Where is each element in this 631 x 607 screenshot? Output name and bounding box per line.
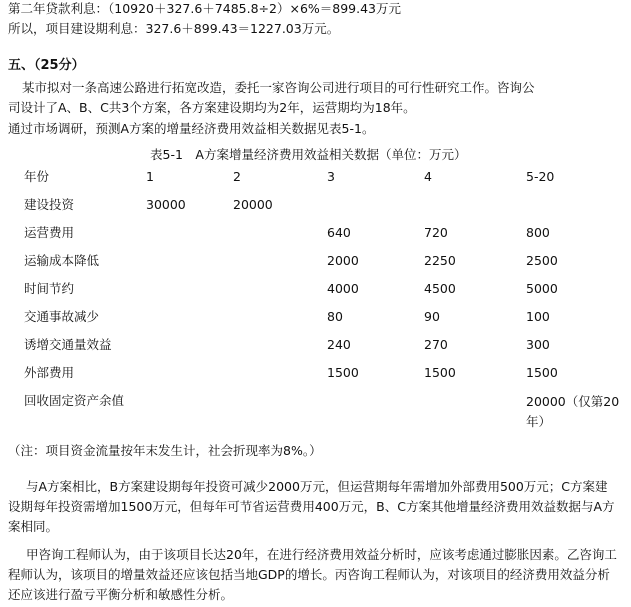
table-cell: 时间节约 [24,281,75,296]
table-row [18,336,631,364]
interest-total-line: 所以，项目建设期利息：327.6＋899.43＝1227.03万元。 [8,21,340,36]
table-cell [146,308,233,336]
table-caption: 表5-1 A方案增量经济费用效益相关数据（单位：万元） [150,147,467,162]
table-cell [526,196,631,224]
table-row [18,252,631,280]
table-cell [146,252,233,280]
paragraph-engineer-opinions: 甲咨询工程师认为，由于该项目长达20年，在进行经济费用效益分析时，应该考虑通过膨胀因素。乙咨询工程师认为，该项目的增量效益还应该包括当地GDP的增长。丙咨询工程师认为，对该项目的经济费用效益分析还应该进行盈亏平衡分析和敏感性分析。 [8,547,617,602]
table-row [18,196,631,224]
table-header-row [18,168,631,196]
table-cell: 30000 [146,197,186,212]
table-cell [233,364,327,392]
table-cell: 300 [526,337,550,352]
header-cell: 年份 [24,169,50,184]
header-cell: 1 [146,169,154,184]
table-cell: 20000（仅第20年） [526,394,620,429]
table-cell: 诱增交通量效益 [24,337,112,352]
table-cell: 1500 [424,365,456,380]
table-cell: 80 [327,309,343,324]
header-cell: 3 [327,169,335,184]
header-cell: 4 [424,169,432,184]
table-cell [327,392,424,432]
table-row [18,224,631,252]
table-cell [233,280,327,308]
intro-line-2: 司设计了A、B、C共3个方案，各方案建设期均为2年，运营期均为18年。 [8,100,416,115]
intro-line-1: 某市拟对一条高速公路进行拓宽改造，委托一家咨询公司进行项目的可行性研究工作。咨询公 [22,80,535,95]
table-cell [233,252,327,280]
table-cell: 2500 [526,253,558,268]
table-cell: 交通事故减少 [24,309,100,324]
table-row [18,308,631,336]
table-cell: 4000 [327,281,359,296]
table-cell: 外部费用 [24,365,75,380]
header-cell: 2 [233,169,241,184]
table-cell [424,392,526,432]
table-cell: 800 [526,225,550,240]
table-cell: 建设投资 [24,197,75,212]
table-cell: 240 [327,337,351,352]
table-cell [233,392,327,432]
table-cell [233,224,327,252]
interest-year2-line: 第二年贷款利息：（10920＋327.6＋7485.8÷2）×6%＝899.43万元 [8,1,402,16]
table-cell [146,364,233,392]
table-cell: 640 [327,225,351,240]
paragraph-b-c-options: 与A方案相比，B方案建设期每年投资可减少2000万元，但运营期每年需增加外部费用500万元；C方案建设期每年投资需增加1500万元，但每年可节省运营费用400万元，B、C方案其他增量经济费用效益数据与A方案相同。 [8,479,615,534]
table-row [18,364,631,392]
header-cell: 5-20 [526,169,555,184]
table-cell: 运输成本降低 [24,253,100,268]
intro-line-3: 通过市场调研，预测A方案的增量经济费用效益相关数据见表5-1。 [8,121,375,136]
table-cell [233,308,327,336]
table-cell: 回收固定资产余值 [24,393,125,408]
table-cell [424,196,526,224]
table-cell: 运营费用 [24,225,75,240]
table-cell [233,336,327,364]
table-cell: 4500 [424,281,456,296]
table-note: （注：项目资金流量按年末发生计，社会折现率为8%。） [8,443,322,458]
table-cell: 90 [424,309,440,324]
table-cell: 2000 [327,253,359,268]
table-cell [146,336,233,364]
table-cell [146,224,233,252]
table-cell: 100 [526,309,550,324]
table-cell: 2250 [424,253,456,268]
table-cell [146,280,233,308]
table-cell: 5000 [526,281,558,296]
table-cell [146,392,233,432]
table-cell [327,196,424,224]
table-cell: 20000 [233,197,273,212]
section-heading: 五、（25分） [8,58,85,73]
table-cell: 720 [424,225,448,240]
table-row [18,280,631,308]
table-cell: 1500 [526,365,558,380]
data-table [18,168,631,432]
table-cell: 270 [424,337,448,352]
table-row [18,392,631,432]
table-cell: 1500 [327,365,359,380]
